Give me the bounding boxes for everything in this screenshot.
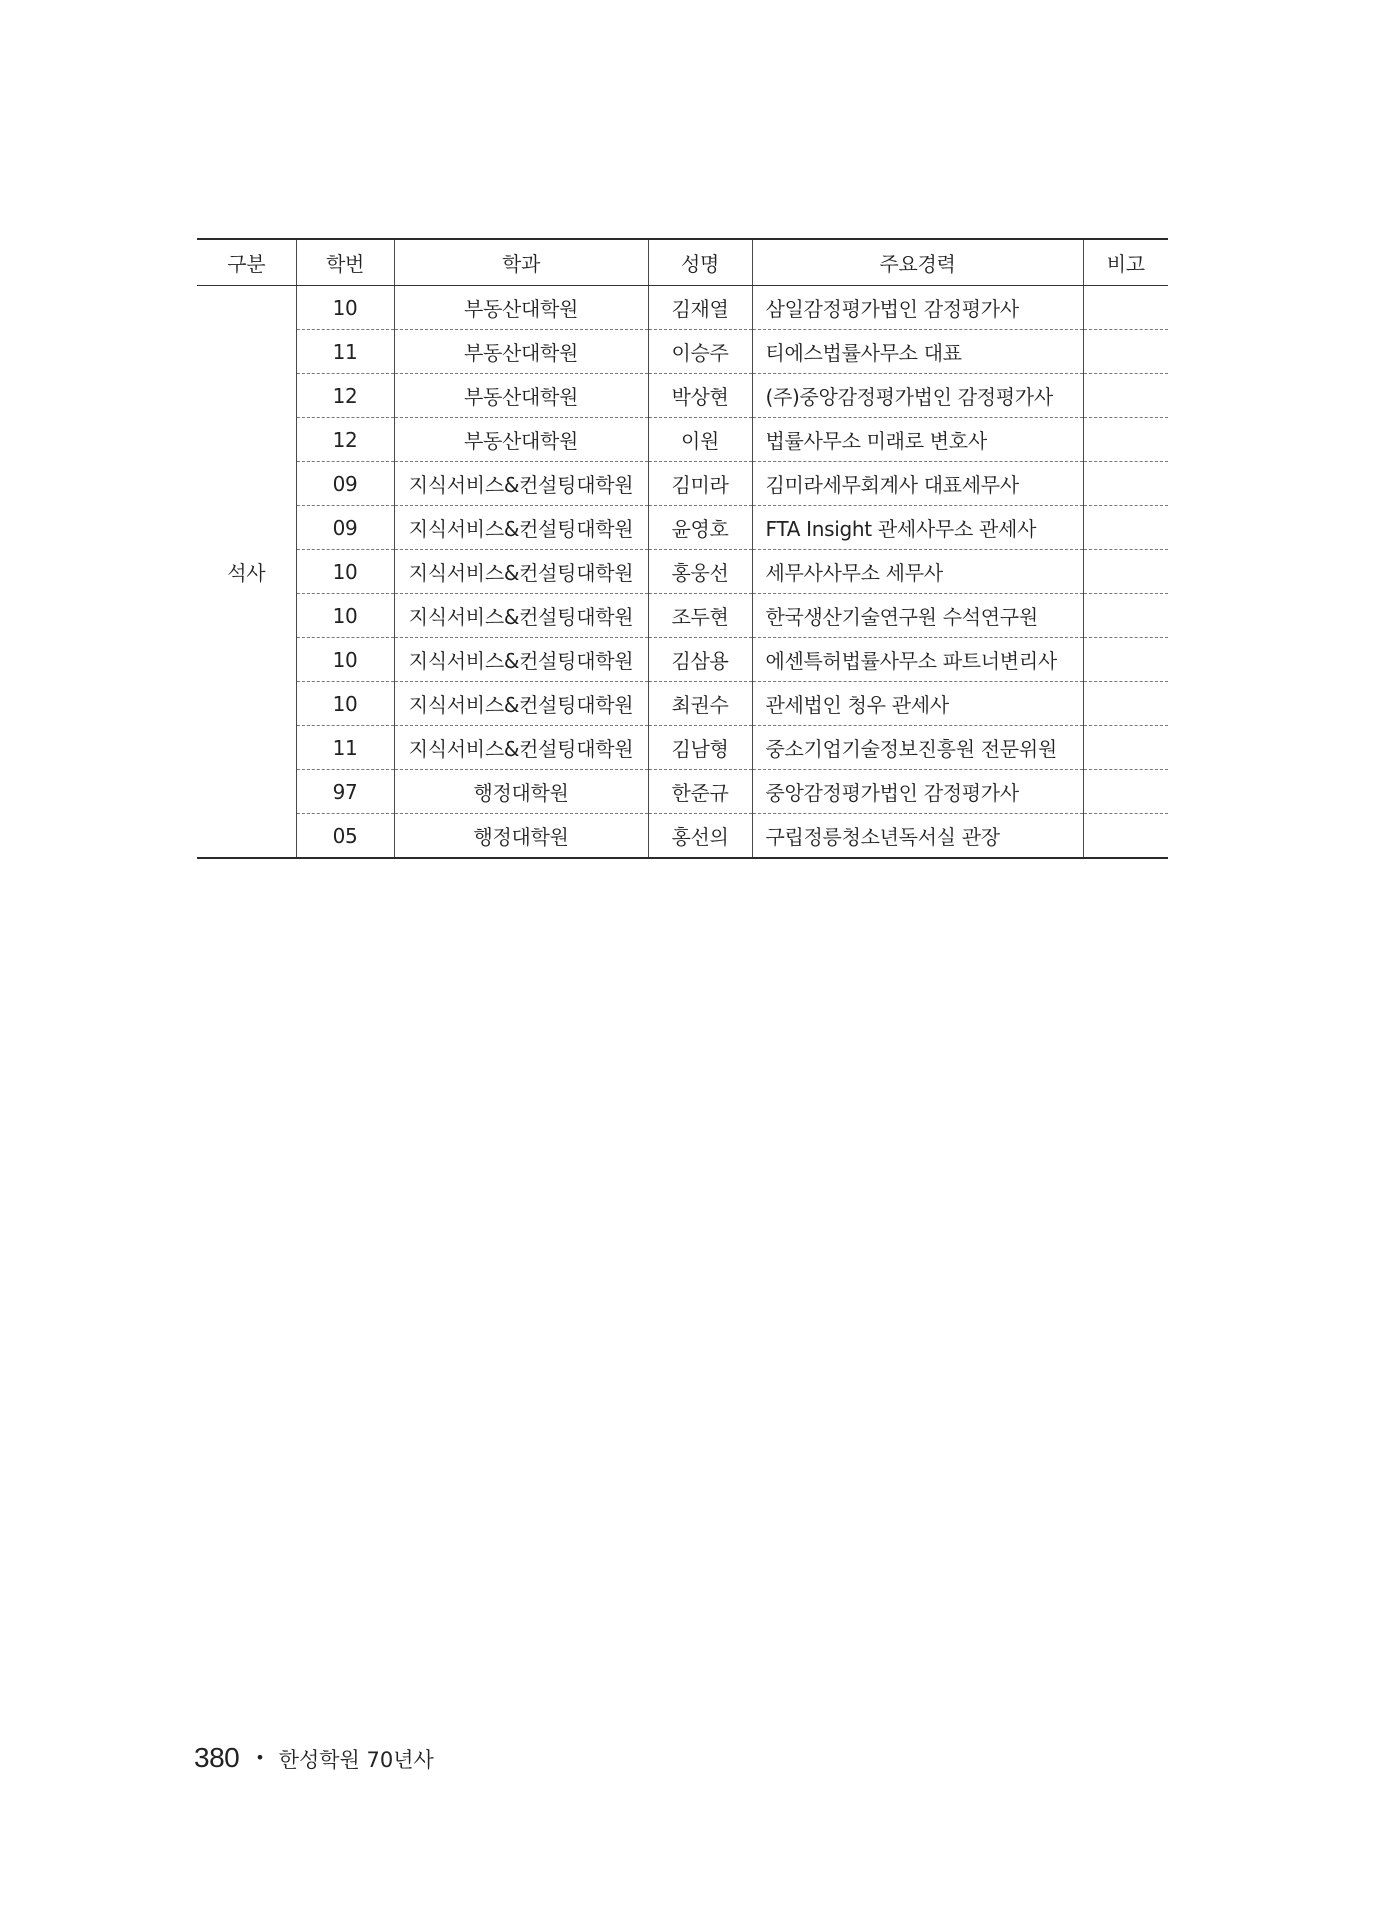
department-cell: 지식서비스&컨설팅대학원 [394,550,648,594]
career-cell: 법률사무소 미래로 변호사 [752,418,1083,462]
career-cell: FTA Insight 관세사무소 관세사 [752,506,1083,550]
name-cell: 박상현 [648,374,752,418]
table-row [197,374,1168,418]
book-title: 한성학원 70년사 [278,1748,434,1772]
student-id-cell: 09 [296,462,394,506]
career-cell: 중소기업기술정보진흥원 전문위원 [752,726,1083,770]
department-cell: 지식서비스&컨설팅대학원 [394,506,648,550]
note-cell [1083,638,1168,682]
career-cell: 구립정릉청소년독서실 관장 [752,814,1083,859]
note-cell [1083,374,1168,418]
note-cell [1083,594,1168,638]
note-cell [1083,462,1168,506]
name-cell: 김남형 [648,726,752,770]
career-cell: 티에스법률사무소 대표 [752,330,1083,374]
table-row [197,682,1168,726]
note-cell [1083,726,1168,770]
header-category: 구분 [197,239,296,286]
student-id-cell: 11 [296,726,394,770]
table-row [197,462,1168,506]
name-cell: 김재열 [648,286,752,330]
header-row [197,239,1168,286]
student-id-cell: 10 [296,594,394,638]
table-row [197,330,1168,374]
name-cell: 조두현 [648,594,752,638]
student-id-cell: 09 [296,506,394,550]
name-cell: 이원 [648,418,752,462]
bullet-separator-icon: • [255,1748,265,1767]
page-number: 380 [194,1742,240,1773]
note-cell [1083,550,1168,594]
name-cell: 홍웅선 [648,550,752,594]
department-cell: 지식서비스&컨설팅대학원 [394,594,648,638]
table-header [197,239,1168,286]
table-row [197,286,1168,330]
student-id-cell: 12 [296,374,394,418]
career-cell: 한국생산기술연구원 수석연구원 [752,594,1083,638]
header-note: 비고 [1083,239,1168,286]
name-cell: 홍선의 [648,814,752,859]
table-row [197,506,1168,550]
table-row [197,594,1168,638]
department-cell: 지식서비스&컨설팅대학원 [394,638,648,682]
career-cell: 에센특허법률사무소 파트너변리사 [752,638,1083,682]
department-cell: 지식서비스&컨설팅대학원 [394,726,648,770]
table-row [197,550,1168,594]
alumni-career-table [197,238,1168,859]
department-cell: 행정대학원 [394,814,648,859]
name-cell: 김미라 [648,462,752,506]
note-cell [1083,770,1168,814]
department-cell: 지식서비스&컨설팅대학원 [394,462,648,506]
page-footer [194,1742,434,1774]
table-row [197,770,1168,814]
career-cell: 중앙감정평가법인 감정평가사 [752,770,1083,814]
name-cell: 이승주 [648,330,752,374]
name-cell: 윤영호 [648,506,752,550]
header-career: 주요경력 [752,239,1083,286]
department-cell: 부동산대학원 [394,330,648,374]
note-cell [1083,682,1168,726]
table-row [197,726,1168,770]
career-cell: 세무사사무소 세무사 [752,550,1083,594]
note-cell [1083,418,1168,462]
note-cell [1083,286,1168,330]
student-id-cell: 10 [296,550,394,594]
table-body [197,286,1168,859]
student-id-cell: 11 [296,330,394,374]
career-cell: 관세법인 청우 관세사 [752,682,1083,726]
student-id-cell: 12 [296,418,394,462]
student-id-cell: 10 [296,682,394,726]
header-name: 성명 [648,239,752,286]
note-cell [1083,330,1168,374]
header-department: 학과 [394,239,648,286]
department-cell: 지식서비스&컨설팅대학원 [394,682,648,726]
table-row [197,418,1168,462]
name-cell: 최권수 [648,682,752,726]
table-row [197,638,1168,682]
note-cell [1083,814,1168,859]
category-cell: 석사 [197,286,296,859]
department-cell: 행정대학원 [394,770,648,814]
table-row [197,814,1168,859]
career-cell: 김미라세무회계사 대표세무사 [752,462,1083,506]
department-cell: 부동산대학원 [394,374,648,418]
student-id-cell: 97 [296,770,394,814]
department-cell: 부동산대학원 [394,286,648,330]
name-cell: 김삼용 [648,638,752,682]
name-cell: 한준규 [648,770,752,814]
header-student-id: 학번 [296,239,394,286]
career-cell: 삼일감정평가법인 감정평가사 [752,286,1083,330]
career-cell: (주)중앙감정평가법인 감정평가사 [752,374,1083,418]
student-id-cell: 05 [296,814,394,859]
student-id-cell: 10 [296,286,394,330]
student-id-cell: 10 [296,638,394,682]
department-cell: 부동산대학원 [394,418,648,462]
note-cell [1083,506,1168,550]
